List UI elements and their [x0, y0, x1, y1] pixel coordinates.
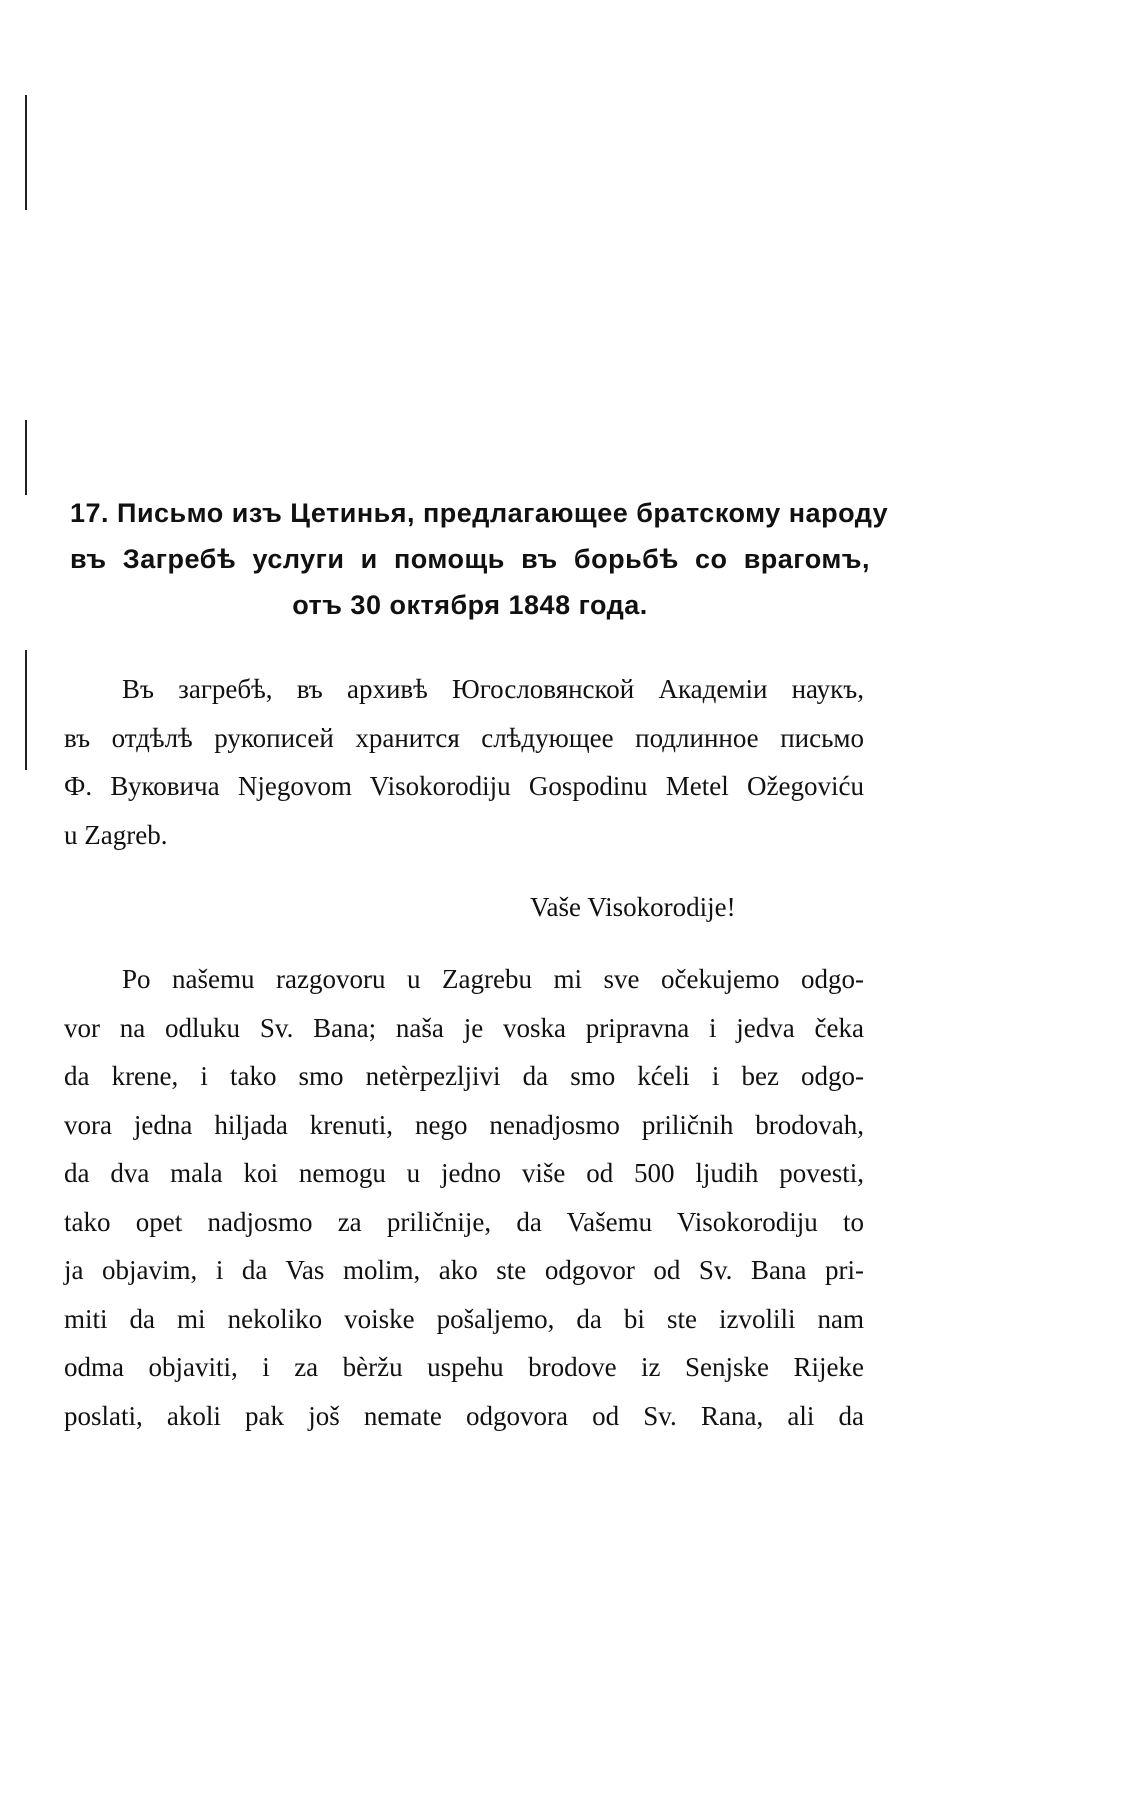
intro-line: Въ загребѣ, въ архивѣ Югословянской Академіи наукъ, [122, 674, 864, 704]
letter-line: miti da mi nekoliko voiske pošaljemo, da bi ste izvolili nam [64, 1303, 864, 1334]
intro-line: въ отдѣлѣ рукописей хранится слѣдующее подлинное письмо [64, 722, 864, 753]
letter-salutation: Vaše Visokorodije! [530, 892, 736, 922]
letter-line: poslati, akoli pak još nemate odgovora od Sv. Rana, ali da [64, 1400, 864, 1431]
scan-artifact [25, 95, 27, 210]
scan-artifact [25, 420, 27, 495]
heading-line-3: отъ 30 октября 1848 года. [292, 590, 648, 620]
letter-line: da krene, i tako smo netèrpezljivi da smo kćeli i bez odgo- [64, 1061, 864, 1091]
letter-line: Po našemu razgovoru u Zagrebu mi sve očekujemo odgo- [122, 964, 864, 994]
letter-line: da dva mala koi nemogu u jedno više od 500 ljudih povesti, [64, 1158, 864, 1188]
letter-line: vor na odluku Sv. Bana; naša je voska pripravna i jedva čeka [64, 1012, 864, 1043]
letter-line: ja objavim, i da Vas molim, ako ste odgovor od Sv. Bana pri- [64, 1255, 864, 1285]
letter-line: odma objaviti, i za bèržu uspehu brodove iz Senjske Rijeke [64, 1352, 864, 1382]
scan-artifact [25, 650, 27, 770]
letter-line: tako opet nadjosmo za priličnije, da Vašemu Visokorodiju to [64, 1206, 864, 1237]
intro-line: Ф. Вуковича Njegovom Visokorodiju Gospodinu Metel Ožegoviću [64, 771, 864, 801]
intro-paragraph [64, 665, 864, 859]
document-heading [70, 490, 889, 628]
heading-line-1: 17. Письмо изъ Цетинья, предлагающее братскому народу [70, 498, 889, 528]
heading-line-2: въ Загребѣ услуги и помощь въ борьбѣ со врагомъ, [70, 544, 870, 574]
intro-line: u Zagreb. [64, 819, 168, 850]
letter-line: vora jedna hiljada krenuti, nego nenadjosmo priličnih brodovah, [64, 1109, 864, 1140]
letter-body [64, 955, 864, 1440]
